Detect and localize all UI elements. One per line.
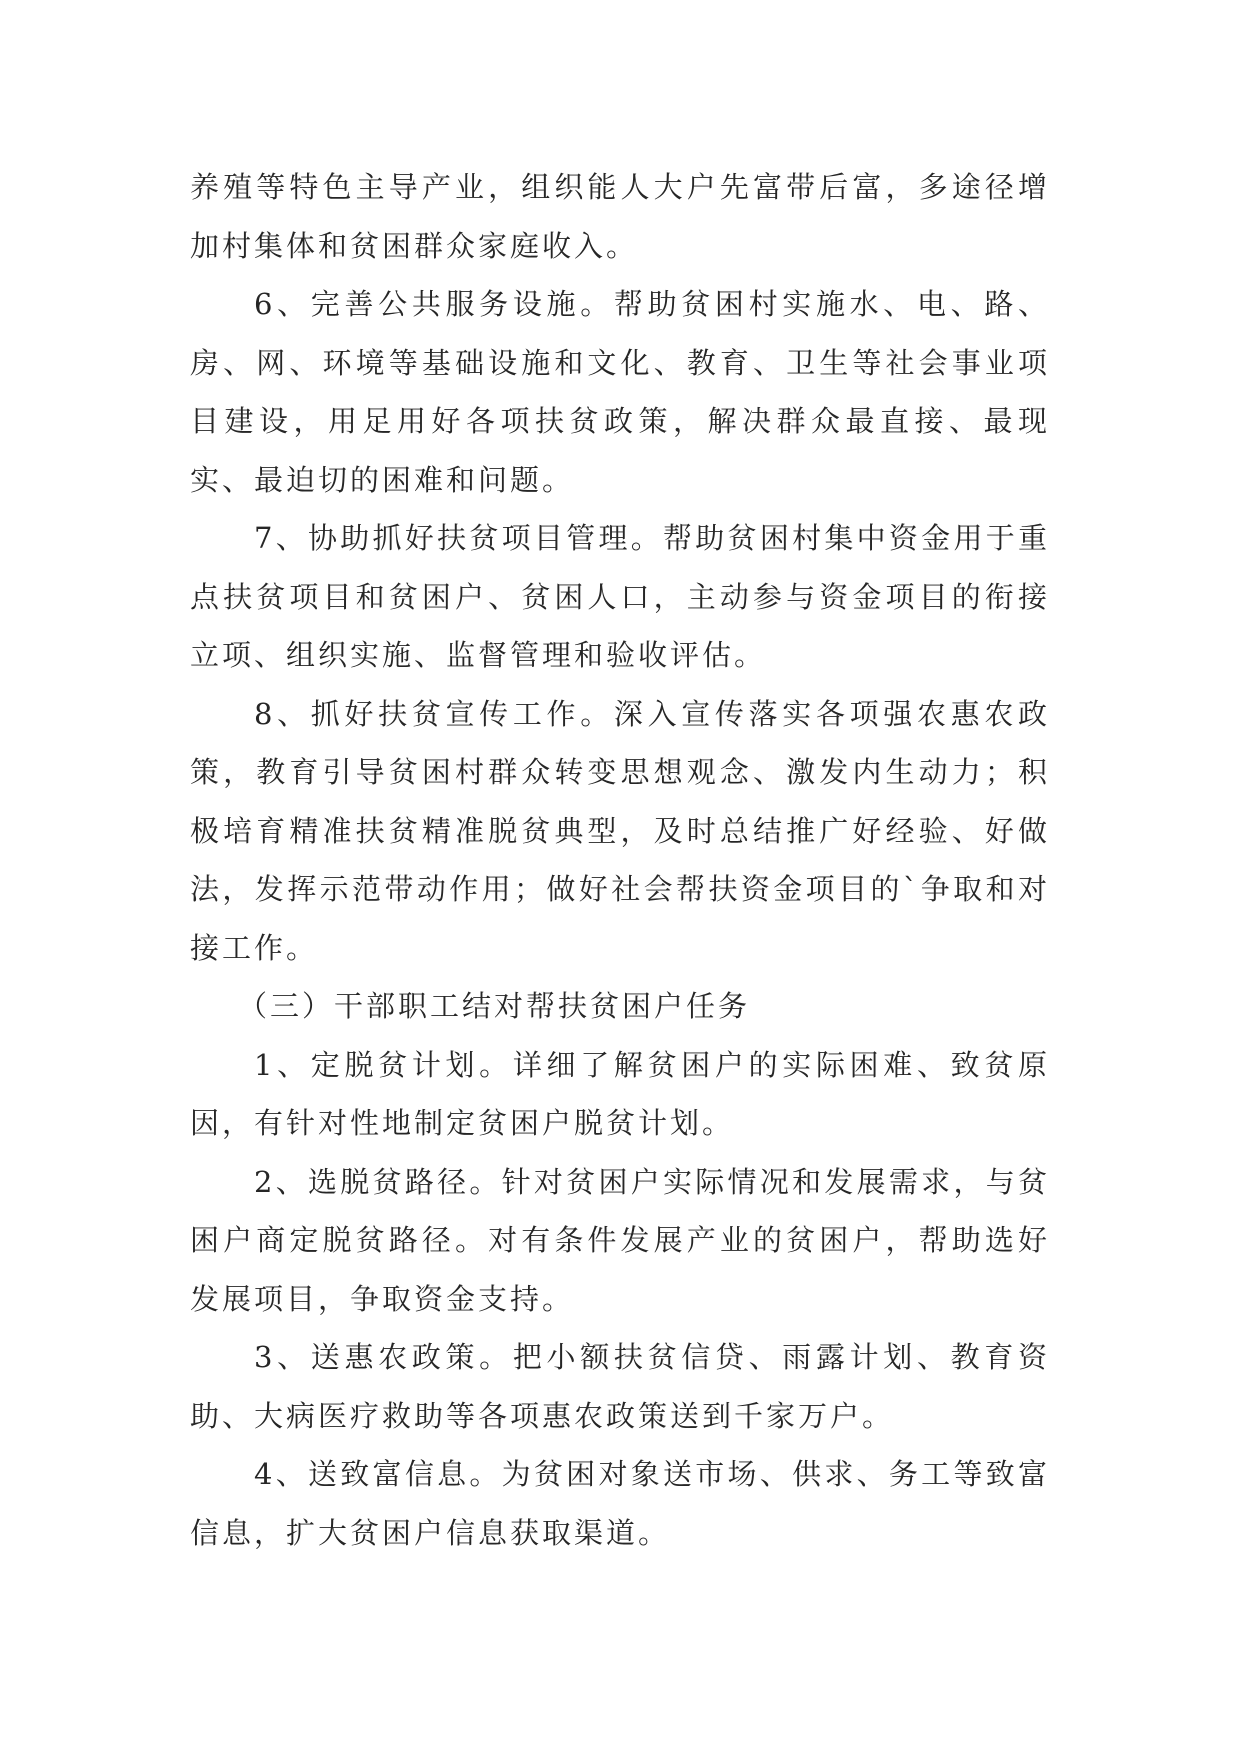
paragraph-task-2: 2、选脱贫路径。针对贫困户实际情况和发展需求，与贫困户商定脱贫路径。对有条件发展产业的贫困户，帮助选好发展项目，争取资金支持。 — [190, 1164, 1050, 1316]
paragraph-item-8: 8、抓好扶贫宣传工作。深入宣传落实各项强农惠农政策，教育引导贫困村群众转变思想观念、激发内生动力；积极培育精准扶贫精准脱贫典型，及时总结推广好经验、好做法，发挥示范带动作用；做好社会帮扶资金项目的`争取和对接工作。 — [190, 696, 1050, 965]
paragraph-continuation: 养殖等特色主导产业，组织能人大户先富带后富，多途径增加村集体和贫困群众家庭收入。 — [190, 170, 1050, 263]
paragraph-item-6: 6、完善公共服务设施。帮助贫困村实施水、电、路、房、网、环境等基础设施和文化、教育、卫生等社会事业项目建设，用足用好各项扶贫政策，解决群众最直接、最现实、最迫切的困难和问题。 — [190, 287, 1050, 497]
paragraph-item-7: 7、协助抓好扶贫项目管理。帮助贫困村集中资金用于重点扶贫项目和贫困户、贫困人口，主动参与资金项目的衔接立项、组织实施、监督管理和验收评估。 — [190, 521, 1050, 672]
document-body — [190, 158, 1050, 1562]
paragraph-task-4: 4、送致富信息。为贫困对象送市场、供求、务工等致富信息，扩大贫困户信息获取渠道。 — [190, 1457, 1050, 1550]
paragraph-task-3: 3、送惠农政策。把小额扶贫信贷、雨露计划、教育资助、大病医疗救助等各项惠农政策送到千家万户。 — [190, 1340, 1050, 1433]
paragraph-task-1: 1、定脱贫计划。详细了解贫困户的实际困难、致贫原因，有针对性地制定贫困户脱贫计划。 — [190, 1047, 1050, 1140]
section-heading-3: （三）干部职工结对帮扶贫困户任务 — [238, 989, 751, 1023]
